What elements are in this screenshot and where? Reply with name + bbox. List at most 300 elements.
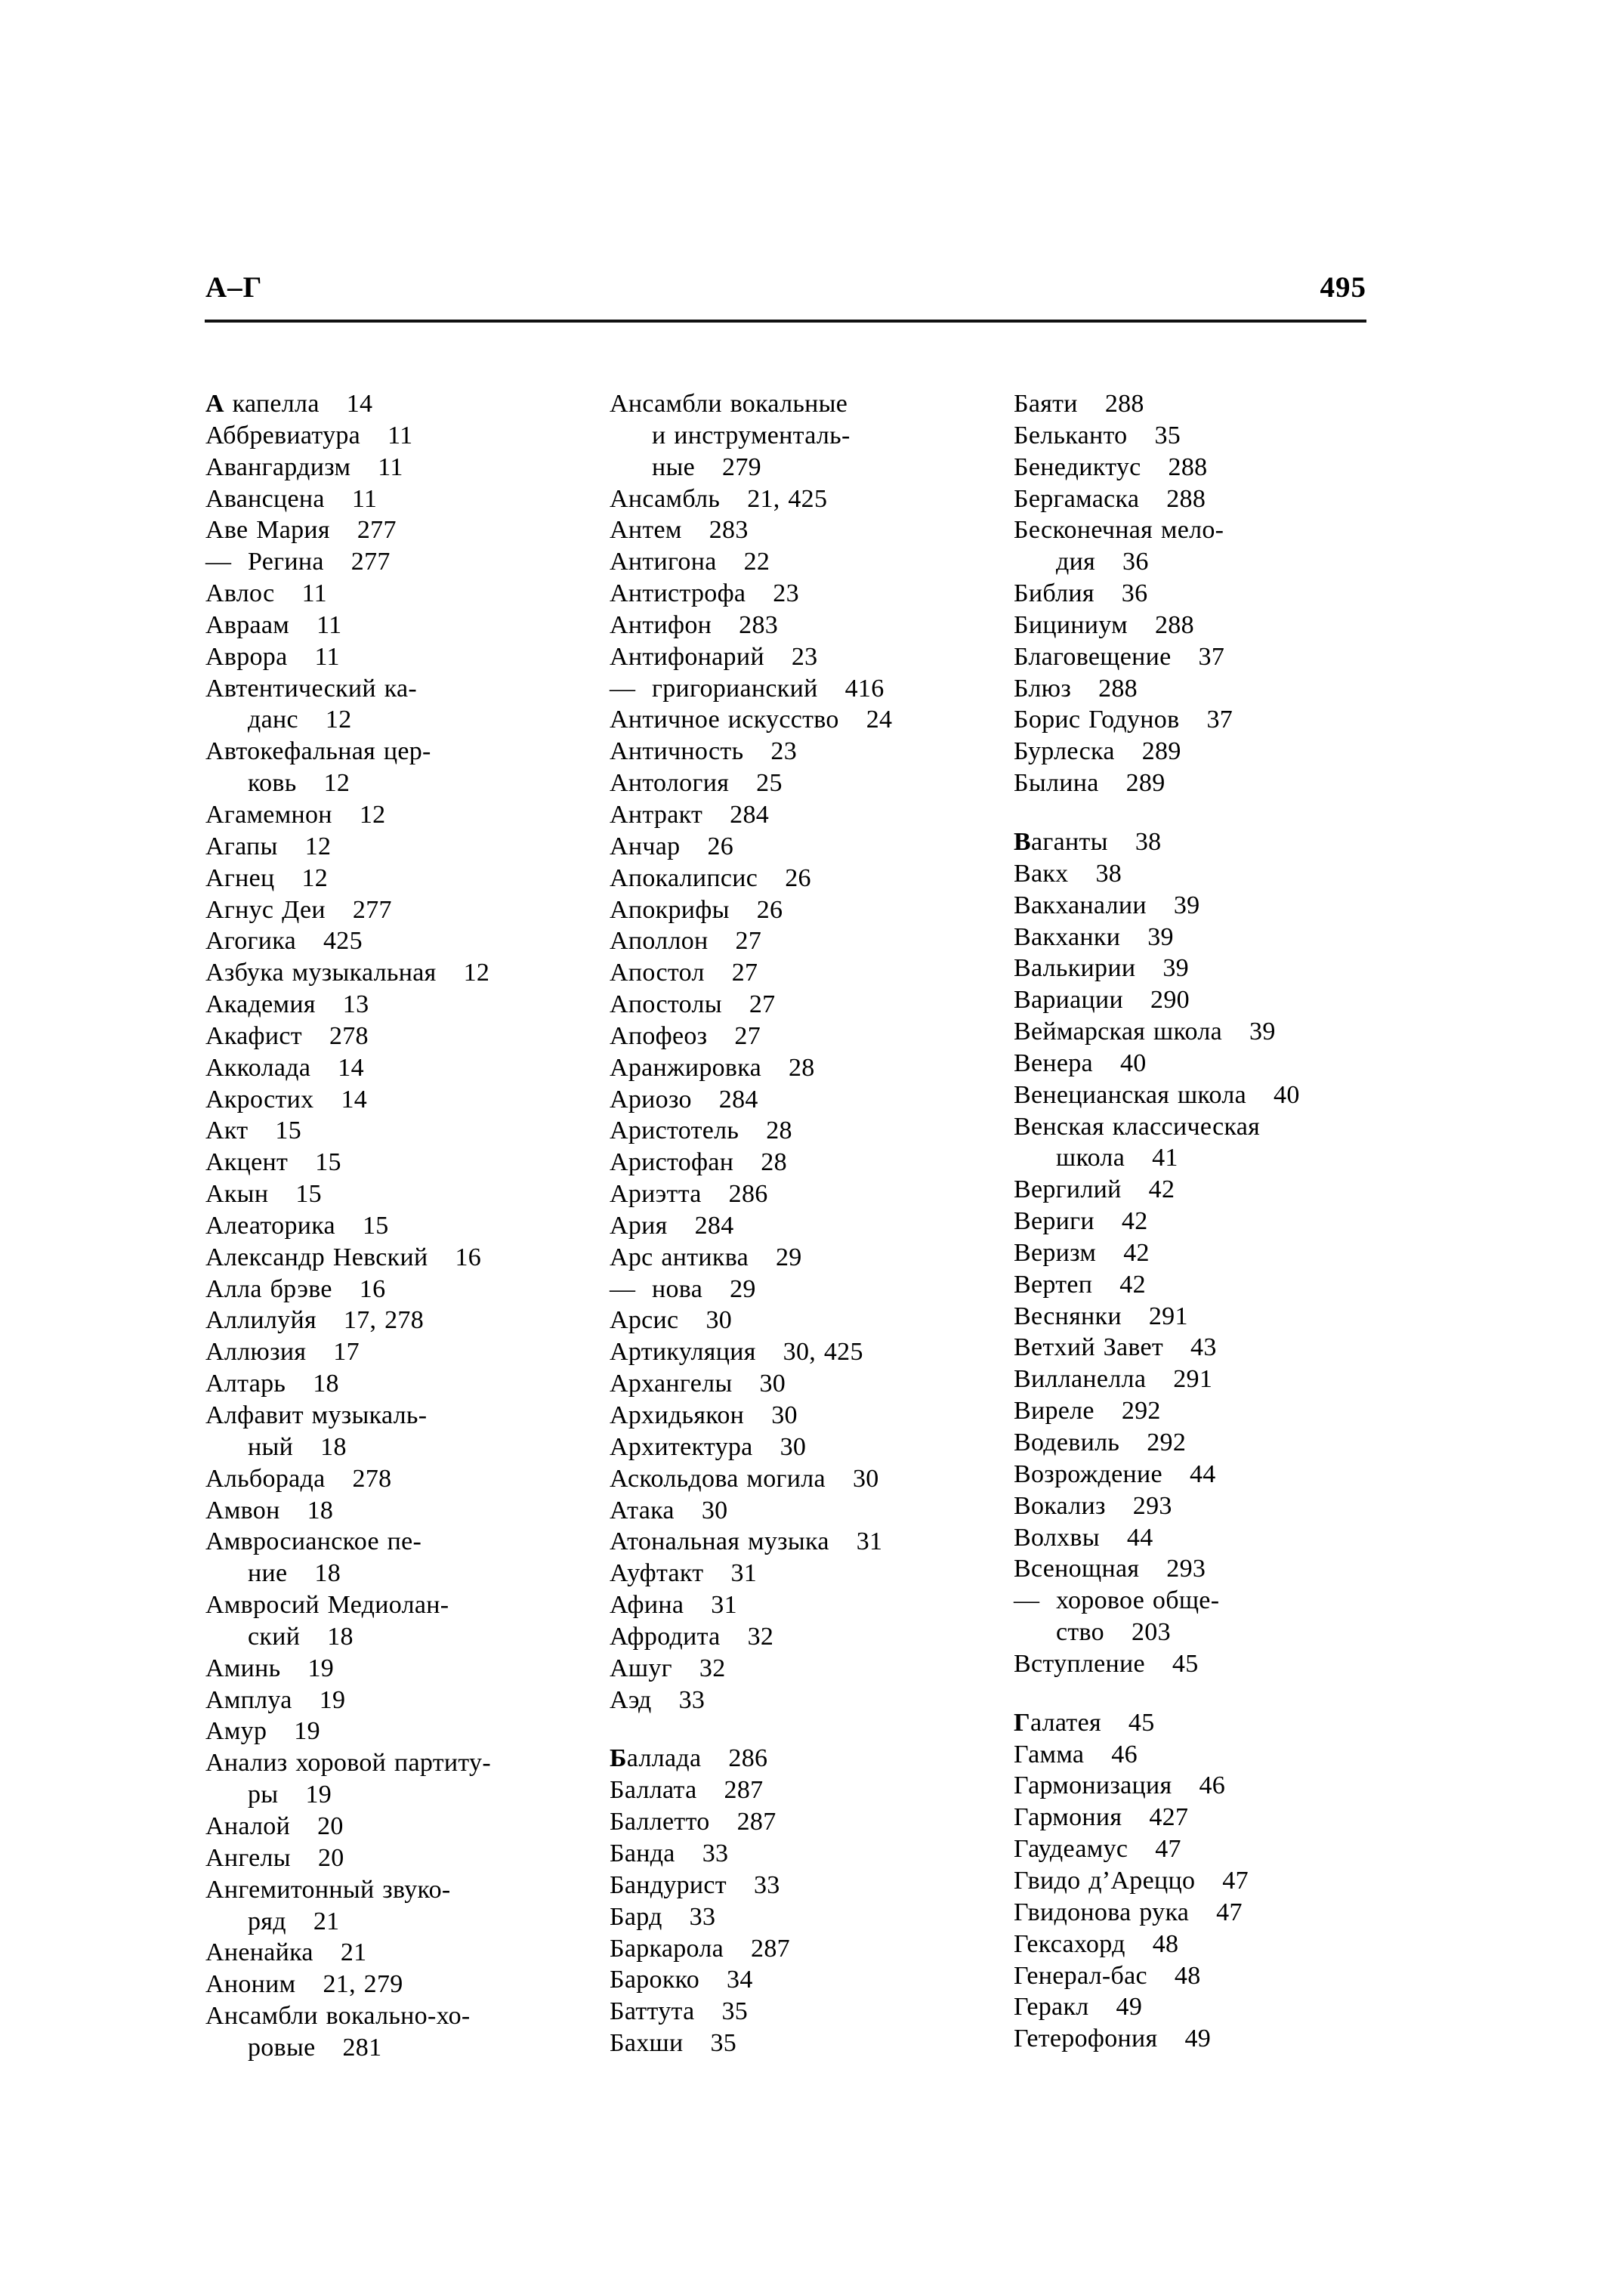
index-entry (610, 1084, 991, 1116)
index-entry (610, 1432, 991, 1463)
index-entry (1014, 1739, 1395, 1771)
index-entry (1014, 388, 1395, 420)
entry-page-number: 27 (735, 927, 762, 956)
index-entry (1014, 1833, 1395, 1865)
entry-term: — хоровое обще- (1014, 1586, 1219, 1614)
entry-term: Акафист (205, 1021, 302, 1050)
entry-page-number: 33 (678, 1685, 705, 1714)
index-entry (1014, 736, 1395, 768)
entry-page-number: 286 (728, 1180, 768, 1209)
entry-page-number: 37 (1206, 706, 1233, 734)
entry-page-number: 44 (1126, 1523, 1153, 1552)
entry-term: Веймарская школа (1014, 1018, 1223, 1046)
index-entry (1014, 890, 1395, 922)
entry-term: Гексахорд (1014, 1929, 1125, 1958)
entry-term: Антракт (610, 800, 703, 829)
entry-term: Аминь (205, 1654, 281, 1682)
entry-term: Аристотель (610, 1117, 739, 1145)
entry-page-number: 15 (315, 1148, 341, 1177)
entry-page-number: 12 (304, 832, 332, 860)
entry-term: Агнец (205, 863, 275, 892)
entry-page-number: 39 (1162, 954, 1189, 983)
entry-term: Антифон (610, 610, 712, 639)
entry-term: Алеаторика (205, 1211, 335, 1240)
entry-page-number: 278 (352, 1464, 392, 1493)
index-entry (610, 388, 991, 420)
entry-term: Афина (610, 1591, 684, 1620)
entry-term: Вокализ (1014, 1491, 1106, 1520)
entry-page-number: 23 (770, 737, 798, 766)
entry-page-number: 33 (753, 1870, 780, 1899)
entry-term: Аббревиатура (205, 421, 361, 449)
entry-continuation (205, 2032, 587, 2064)
entry-term: Академия (205, 990, 316, 1019)
entry-term: Барокко (610, 1966, 700, 1994)
index-entry (610, 610, 991, 641)
index-entry (610, 1242, 991, 1274)
entry-term: Гармония (1014, 1803, 1122, 1832)
header-rule (205, 320, 1366, 323)
entry-term: Античное искусство (610, 706, 839, 734)
entry-term: Веснянки (1014, 1302, 1122, 1330)
entry-term: Венецианская школа (1014, 1080, 1247, 1109)
entry-page-number: 290 (1150, 986, 1190, 1015)
section-gap (610, 1716, 991, 1743)
entry-term: Аристофан (610, 1148, 734, 1177)
index-entry (205, 452, 587, 483)
entry-term: Бесконечная мело- (1014, 516, 1224, 545)
entry-page-number: 17, 278 (343, 1306, 424, 1335)
entry-page-number: 26 (756, 895, 783, 924)
entry-page-number: 48 (1174, 1961, 1201, 1990)
entry-page-number: 11 (301, 579, 327, 608)
entry-page-number: 44 (1189, 1459, 1216, 1488)
index-entry (205, 863, 587, 894)
entry-page-number: 277 (357, 516, 397, 545)
index-entry (205, 1463, 587, 1495)
entry-term: Атональная музыка (610, 1527, 829, 1556)
entry-term: Артикуляция (610, 1338, 756, 1367)
index-entry (205, 989, 587, 1021)
index-entry (205, 1274, 587, 1305)
entry-page-number: 42 (1121, 1207, 1148, 1236)
index-entry (1014, 953, 1395, 984)
entry-term: Гвидо д’Ареццо (1014, 1866, 1196, 1895)
entry-page-number: 14 (341, 1085, 368, 1114)
entry-term: Вертеп (1014, 1270, 1093, 1299)
entry-term: ковь (248, 769, 297, 798)
entry-term: Волхвы (1014, 1523, 1100, 1552)
entry-term: Акростих (205, 1085, 314, 1114)
index-entry (610, 704, 991, 736)
index-entry (1014, 704, 1395, 736)
index-entry (205, 1210, 587, 1242)
entry-page-number: 12 (463, 959, 490, 987)
entry-page-number: 289 (1125, 769, 1166, 798)
index-entry (610, 1115, 991, 1147)
entry-page-number: 38 (1135, 827, 1162, 856)
entry-term: — григорианский (610, 675, 818, 703)
entry-term: ры (248, 1781, 279, 1809)
entry-term: Ариозо (610, 1085, 692, 1114)
index-entry (610, 1838, 991, 1870)
entry-continuation (205, 704, 587, 736)
index-entry (205, 1021, 587, 1052)
entry-page-number: 287 (724, 1776, 764, 1805)
entry-term: Антистрофа (610, 579, 746, 608)
index-entry (1014, 1929, 1395, 1960)
entry-term: Античность (610, 737, 744, 766)
index-entry (610, 1933, 991, 1965)
index-entry (610, 1463, 991, 1495)
entry-term: — Регина (205, 548, 324, 576)
entry-continuation (610, 420, 991, 452)
entry-page-number: 12 (359, 800, 386, 829)
entry-page-number: 15 (275, 1117, 301, 1145)
entry-term: Амур (205, 1717, 267, 1746)
index-entry (1014, 673, 1395, 705)
entry-page-number: 284 (694, 1211, 734, 1240)
entry-page-number: 19 (319, 1685, 346, 1714)
index-entry (1014, 1301, 1395, 1333)
entry-term: Аллилуйя (205, 1306, 316, 1335)
entry-term: Афродита (610, 1622, 721, 1651)
entry-page-number: 287 (736, 1808, 776, 1836)
entry-term: Амвросий Медиолан- (205, 1591, 449, 1620)
index-entry (610, 1558, 991, 1589)
entry-page-number: 38 (1095, 859, 1122, 888)
entry-page-number: 34 (727, 1966, 753, 1994)
page-header (205, 270, 1366, 304)
entry-page-number: 19 (307, 1654, 335, 1682)
entry-page-number: 23 (791, 642, 818, 671)
index-entry (1014, 1459, 1395, 1490)
index-entry (1014, 1016, 1395, 1048)
index-entry (205, 1178, 587, 1210)
section-gap (1014, 799, 1395, 826)
entry-term: Ариэтта (610, 1180, 702, 1209)
entry-page-number: 288 (1098, 674, 1138, 703)
entry-term: Веризм (1014, 1238, 1097, 1267)
entry-page-number: 30 (759, 1370, 786, 1398)
entry-term: Александр Невский (205, 1243, 428, 1271)
index-entry (610, 1210, 991, 1242)
entry-term: Баяти (1014, 390, 1078, 418)
entry-term: Гвидонова рука (1014, 1898, 1190, 1926)
entry-term: ние (248, 1559, 288, 1588)
entry-page-number: 26 (707, 832, 734, 860)
entry-page-number: 14 (338, 1053, 364, 1082)
entry-term: Благовещение (1014, 642, 1172, 671)
index-entry (205, 1368, 587, 1400)
index-entry (610, 1806, 991, 1838)
entry-page-number: 15 (295, 1180, 322, 1209)
entry-term: Ангелы (205, 1843, 291, 1872)
index-entry (610, 1021, 991, 1052)
entry-term: Анализ хоровой партиту- (205, 1749, 491, 1778)
entry-term: Бергамаска (1014, 484, 1140, 513)
index-column-2 (610, 388, 991, 2059)
section-lead-letter: В (1014, 827, 1031, 856)
entry-term: Аскольдова могила (610, 1464, 826, 1493)
index-entry (1014, 1991, 1395, 2023)
entry-page-number: 20 (317, 1812, 344, 1840)
entry-page-number: 47 (1155, 1835, 1181, 1864)
index-entry (610, 1621, 991, 1653)
index-entry (610, 863, 991, 894)
index-entry (610, 1870, 991, 1901)
index-entry (610, 925, 991, 957)
entry-page-number: 29 (730, 1274, 756, 1303)
entry-continuation (205, 1558, 587, 1589)
index-entry (1014, 1553, 1395, 1585)
entry-page-number: 27 (734, 1021, 761, 1050)
entry-page-number: 293 (1166, 1555, 1206, 1583)
entry-page-number: 288 (1104, 390, 1144, 418)
entry-continuation (205, 1621, 587, 1653)
index-entry (205, 1305, 587, 1336)
entry-term: Апокалипсис (610, 863, 758, 892)
entry-term: Алла брэве (205, 1274, 332, 1303)
entry-term: Ансамбли вокальные (610, 390, 848, 418)
entry-term: Бахши (610, 2029, 684, 2058)
entry-term: Арсис (610, 1306, 679, 1335)
entry-page-number: 425 (323, 927, 363, 956)
entry-continuation (1014, 1617, 1395, 1648)
index-entry (205, 388, 587, 420)
index-entry (1014, 1206, 1395, 1237)
entry-page-number: 46 (1111, 1740, 1138, 1768)
index-entry (1014, 1707, 1395, 1739)
index-entry (1014, 858, 1395, 890)
index-entry (1014, 922, 1395, 953)
index-entry (205, 736, 587, 768)
index-entry (610, 1052, 991, 1084)
entry-page-number: 15 (362, 1211, 389, 1240)
entry-page-number: 30, 425 (783, 1338, 863, 1367)
entry-page-number: 49 (1116, 1993, 1143, 2022)
entry-term: Баркарола (610, 1934, 724, 1963)
entry-term: Бард (610, 1902, 662, 1931)
entry-page-number: 291 (1173, 1365, 1213, 1394)
entry-term: Антигона (610, 548, 717, 576)
entry-term: Аврора (205, 642, 288, 671)
entry-term: Антем (610, 516, 682, 545)
entry-term: Авангардизм (205, 453, 351, 481)
index-entry (610, 1685, 991, 1716)
entry-term: и инструменталь- (652, 421, 851, 449)
entry-term: Архангелы (610, 1370, 733, 1398)
entry-term: Аналой (205, 1812, 291, 1840)
index-entry (610, 1400, 991, 1432)
entry-page-number: 284 (718, 1085, 758, 1114)
index-entry (1014, 1770, 1395, 1802)
entry-page-number: 36 (1122, 548, 1149, 576)
entry-term: ный (248, 1432, 294, 1461)
index-entry (205, 894, 587, 926)
entry-term: Аненайка (205, 1938, 313, 1967)
index-entry (1014, 578, 1395, 610)
index-entry (610, 514, 991, 546)
index-entry (1014, 1585, 1395, 1617)
section-gap (1014, 1680, 1395, 1707)
entry-term: данс (248, 706, 298, 734)
entry-continuation (205, 1779, 587, 1811)
entry-term: Блюз (1014, 674, 1072, 703)
entry-term: Бициниум (1014, 610, 1128, 639)
entry-term: Баллата (610, 1776, 697, 1805)
entry-page-number: 23 (773, 579, 799, 608)
entry-page-number: 11 (351, 484, 378, 513)
em-dash: — (205, 548, 232, 576)
index-entry (205, 673, 587, 705)
entry-page-number: 31 (711, 1591, 737, 1620)
index-entry (1014, 514, 1395, 546)
index-entry (1014, 2023, 1395, 2055)
index-entry (205, 1400, 587, 1432)
index-entry (610, 1964, 991, 1996)
entry-term: Вступление (1014, 1649, 1145, 1678)
entry-page-number: 43 (1190, 1333, 1217, 1362)
entry-page-number: 31 (856, 1527, 883, 1556)
index-entry (610, 1743, 991, 1775)
entry-page-number: 28 (788, 1053, 815, 1082)
entry-page-number: 28 (766, 1117, 792, 1145)
entry-page-number: 35 (710, 2029, 737, 2058)
entry-page-number: 24 (866, 706, 893, 734)
entry-term: Акколада (205, 1053, 311, 1082)
entry-page-number: 25 (756, 769, 783, 798)
entry-page-number: 14 (346, 390, 373, 418)
entry-term: Амвросианское пе- (205, 1527, 422, 1556)
index-entry (610, 2028, 991, 2059)
page-number-label: 495 (1320, 271, 1366, 304)
entry-continuation (205, 768, 587, 799)
entry-page-number: 283 (709, 516, 749, 545)
entry-page-number: 13 (342, 990, 369, 1019)
entry-term: Венская классическая (1014, 1112, 1261, 1141)
entry-term: Ветхий Завет (1014, 1333, 1164, 1362)
entry-term: Аллюзия (205, 1338, 307, 1367)
index-entry (205, 925, 587, 957)
entry-page-number: 32 (747, 1622, 774, 1651)
entry-term: Ансамбль (610, 484, 721, 513)
em-dash: — (610, 674, 636, 703)
entry-page-number: 47 (1216, 1898, 1243, 1926)
index-entry (1014, 1802, 1395, 1833)
entry-term: Бурлеска (1014, 737, 1115, 766)
entry-term: Бенедиктус (1014, 453, 1141, 481)
index-entry (1014, 483, 1395, 515)
entry-continuation (1014, 1142, 1395, 1174)
entry-page-number: 35 (721, 1997, 749, 2026)
entry-term: Ария (610, 1211, 668, 1240)
entry-page-number: 291 (1148, 1302, 1188, 1330)
entry-page-number: 32 (699, 1654, 726, 1682)
entry-continuation (610, 452, 991, 483)
section-lead-letter: Г (1014, 1708, 1030, 1737)
entry-page-number: 21, 425 (747, 484, 828, 513)
entry-term: ство (1056, 1618, 1104, 1647)
entry-page-number: 42 (1123, 1238, 1150, 1267)
entry-term: Архидьякон (610, 1401, 745, 1429)
entry-page-number: 278 (329, 1021, 369, 1050)
index-entry (1014, 1269, 1395, 1301)
index-entry (610, 736, 991, 768)
entry-page-number: 281 (342, 2033, 382, 2062)
entry-term: Аве Мария (205, 516, 330, 545)
entry-term: Библия (1014, 579, 1095, 608)
entry-term: Геракл (1014, 1993, 1089, 2022)
index-entry (205, 1242, 587, 1274)
entry-page-number: 19 (294, 1717, 320, 1746)
entry-page-number: 17 (333, 1338, 360, 1367)
index-entry (205, 1589, 587, 1621)
index-entry (205, 2000, 587, 2032)
entry-page-number: 22 (743, 548, 770, 576)
entry-page-number: 40 (1119, 1049, 1147, 1077)
index-entry (205, 610, 587, 641)
entry-term: Акт (205, 1117, 249, 1145)
entry-term: Амвон (205, 1496, 280, 1524)
index-entry (610, 1589, 991, 1621)
entry-term: Ашуг (610, 1654, 672, 1682)
entry-page-number: 20 (317, 1843, 344, 1872)
entry-page-number: 45 (1172, 1649, 1199, 1678)
entry-term: Баллада (610, 1744, 702, 1773)
entry-page-number: 41 (1152, 1144, 1178, 1172)
index-entry (205, 1336, 587, 1368)
entry-term: Аранжировка (610, 1053, 761, 1082)
entry-page-number: 286 (728, 1744, 768, 1773)
entry-term: Вакханки (1014, 922, 1121, 951)
entry-term: Апостол (610, 959, 705, 987)
entry-term: Вакх (1014, 859, 1069, 888)
entry-continuation (205, 1906, 587, 1938)
entry-term: Баттута (610, 1997, 695, 2026)
entry-term: Анчар (610, 832, 681, 860)
index-entry (205, 1115, 587, 1147)
entry-page-number: 49 (1184, 2025, 1212, 2053)
entry-page-number: 16 (359, 1274, 386, 1303)
section-lead-letter: Б (610, 1744, 627, 1773)
entry-page-number: 47 (1222, 1866, 1249, 1895)
entry-term: Валькирии (1014, 954, 1136, 983)
entry-term: Авраам (205, 610, 290, 639)
entry-term: Виреле (1014, 1397, 1095, 1425)
entry-term: Аноним (205, 1970, 296, 1999)
entry-term: Агогика (205, 927, 296, 956)
index-entry (205, 1747, 587, 1779)
entry-term: Аэд (610, 1685, 652, 1714)
entry-term: Бандурист (610, 1870, 727, 1899)
entry-page-number: 29 (776, 1243, 802, 1271)
index-entry (1014, 1648, 1395, 1680)
entry-term: ский (248, 1622, 301, 1651)
index-entry (610, 1901, 991, 1933)
entry-page-number: 18 (307, 1496, 334, 1524)
entry-term: Автокефальная цер- (205, 737, 431, 766)
index-entry (1014, 1522, 1395, 1554)
entry-term: Гаудеамус (1014, 1835, 1128, 1864)
entry-term: А капелла (205, 390, 320, 418)
index-entry (1014, 1332, 1395, 1364)
entry-page-number: 42 (1119, 1270, 1146, 1299)
entry-page-number: 40 (1274, 1080, 1300, 1109)
entry-page-number: 277 (350, 548, 391, 576)
index-entry (610, 1305, 991, 1336)
index-entry (1014, 984, 1395, 1016)
